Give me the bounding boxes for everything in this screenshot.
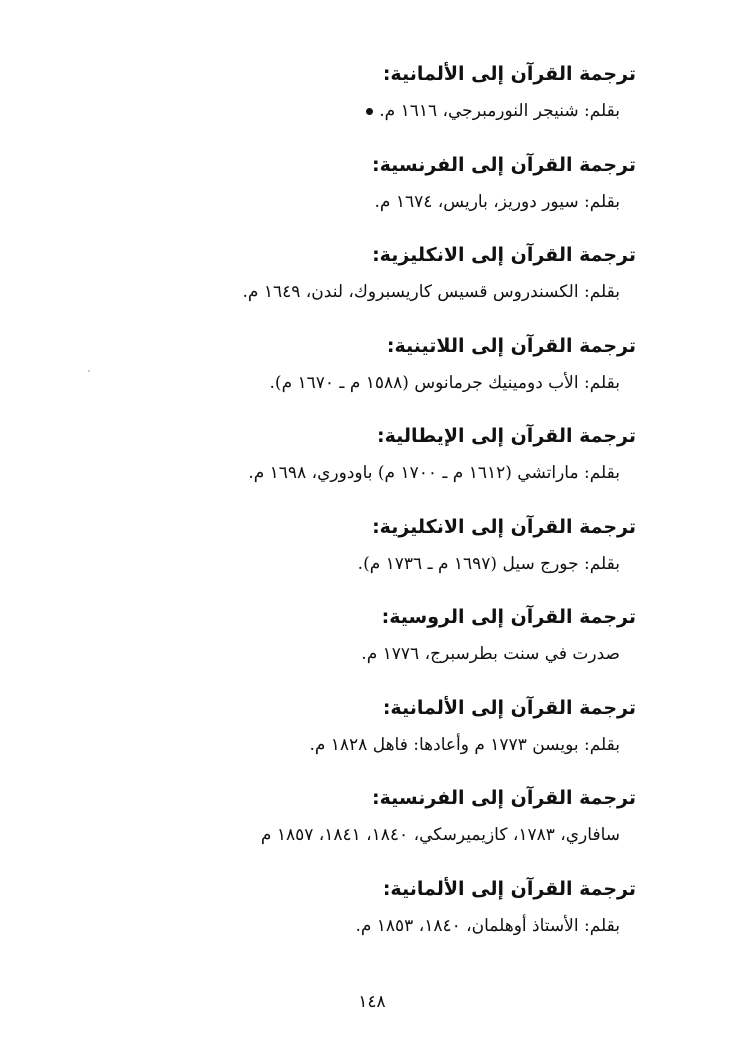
translation-entry <box>116 414 636 505</box>
translation-entry <box>116 686 636 777</box>
translation-entry <box>116 143 636 234</box>
entry-heading: ترجمة القرآن إلى الألمانية: <box>382 63 636 85</box>
entry-heading: ترجمة القرآن إلى الانكليزية: <box>372 244 636 266</box>
page-number: ١٤٨ <box>358 992 386 1012</box>
translation-entry-list <box>116 52 636 957</box>
entry-detail: بقلم: بويسن ١٧٧٣ م وأعادها: فاهل ١٨٢٨ م. <box>309 734 620 755</box>
entry-detail: بقلم: شنيجر النورمبرجي، ١٦١٦ م. <box>379 101 620 121</box>
entry-heading: ترجمة القرآن إلى الفرنسية: <box>372 787 636 809</box>
entry-detail: بقلم: جورج سيل (١٦٩٧ م ـ ١٧٣٦ م). <box>357 553 620 574</box>
entry-heading: ترجمة القرآن إلى الإيطالية: <box>377 425 636 447</box>
translation-entry <box>116 595 636 686</box>
entry-detail: بقلم: سيور دوريز، باريس، ١٦٧٤ م. <box>374 191 620 212</box>
entry-detail: بقلم: الأستاذ أوهلمان، ١٨٤٠، ١٨٥٣ م. <box>355 915 620 936</box>
scan-speck <box>88 370 90 372</box>
entry-heading: ترجمة القرآن إلى الألمانية: <box>382 877 636 900</box>
entry-detail: صدرت في سنت بطرسبرج، ١٧٧٦ م. <box>361 644 620 664</box>
entry-detail: بقلم: الكسندروس قسيس كاريسبروك، لندن، ١٦٤٩ م. <box>242 282 620 302</box>
entry-heading: ترجمة القرآن إلى الفرنسية: <box>372 153 636 176</box>
translation-entry <box>116 505 636 596</box>
translation-entry <box>116 867 636 958</box>
entry-heading: ترجمة القرآن إلى اللاتينية: <box>386 334 636 357</box>
bullet-dot-icon <box>366 108 373 115</box>
entry-heading: ترجمة القرآن إلى الروسية: <box>381 606 636 628</box>
translation-entry <box>116 776 636 867</box>
translation-entry <box>116 52 636 143</box>
entry-detail: سافاري، ١٧٨٣، كازيميرسكي، ١٨٤٠، ١٨٤١، ١٨٥٧ م <box>260 825 620 845</box>
entry-detail: بقلم: الأب دومينيك جرمانوس (١٥٨٨ م ـ ١٦٧٠ م). <box>269 372 620 393</box>
translation-entry <box>116 233 636 324</box>
entry-detail: بقلم: ماراتشي (١٦١٢ م ـ ١٧٠٠ م) باودوري، ١٦٩٨ م. <box>248 463 620 483</box>
entry-heading: ترجمة القرآن إلى الانكليزية: <box>372 515 636 538</box>
entry-detail-row <box>116 96 636 126</box>
entry-heading: ترجمة القرآن إلى الألمانية: <box>382 696 636 719</box>
translation-entry <box>116 324 636 415</box>
